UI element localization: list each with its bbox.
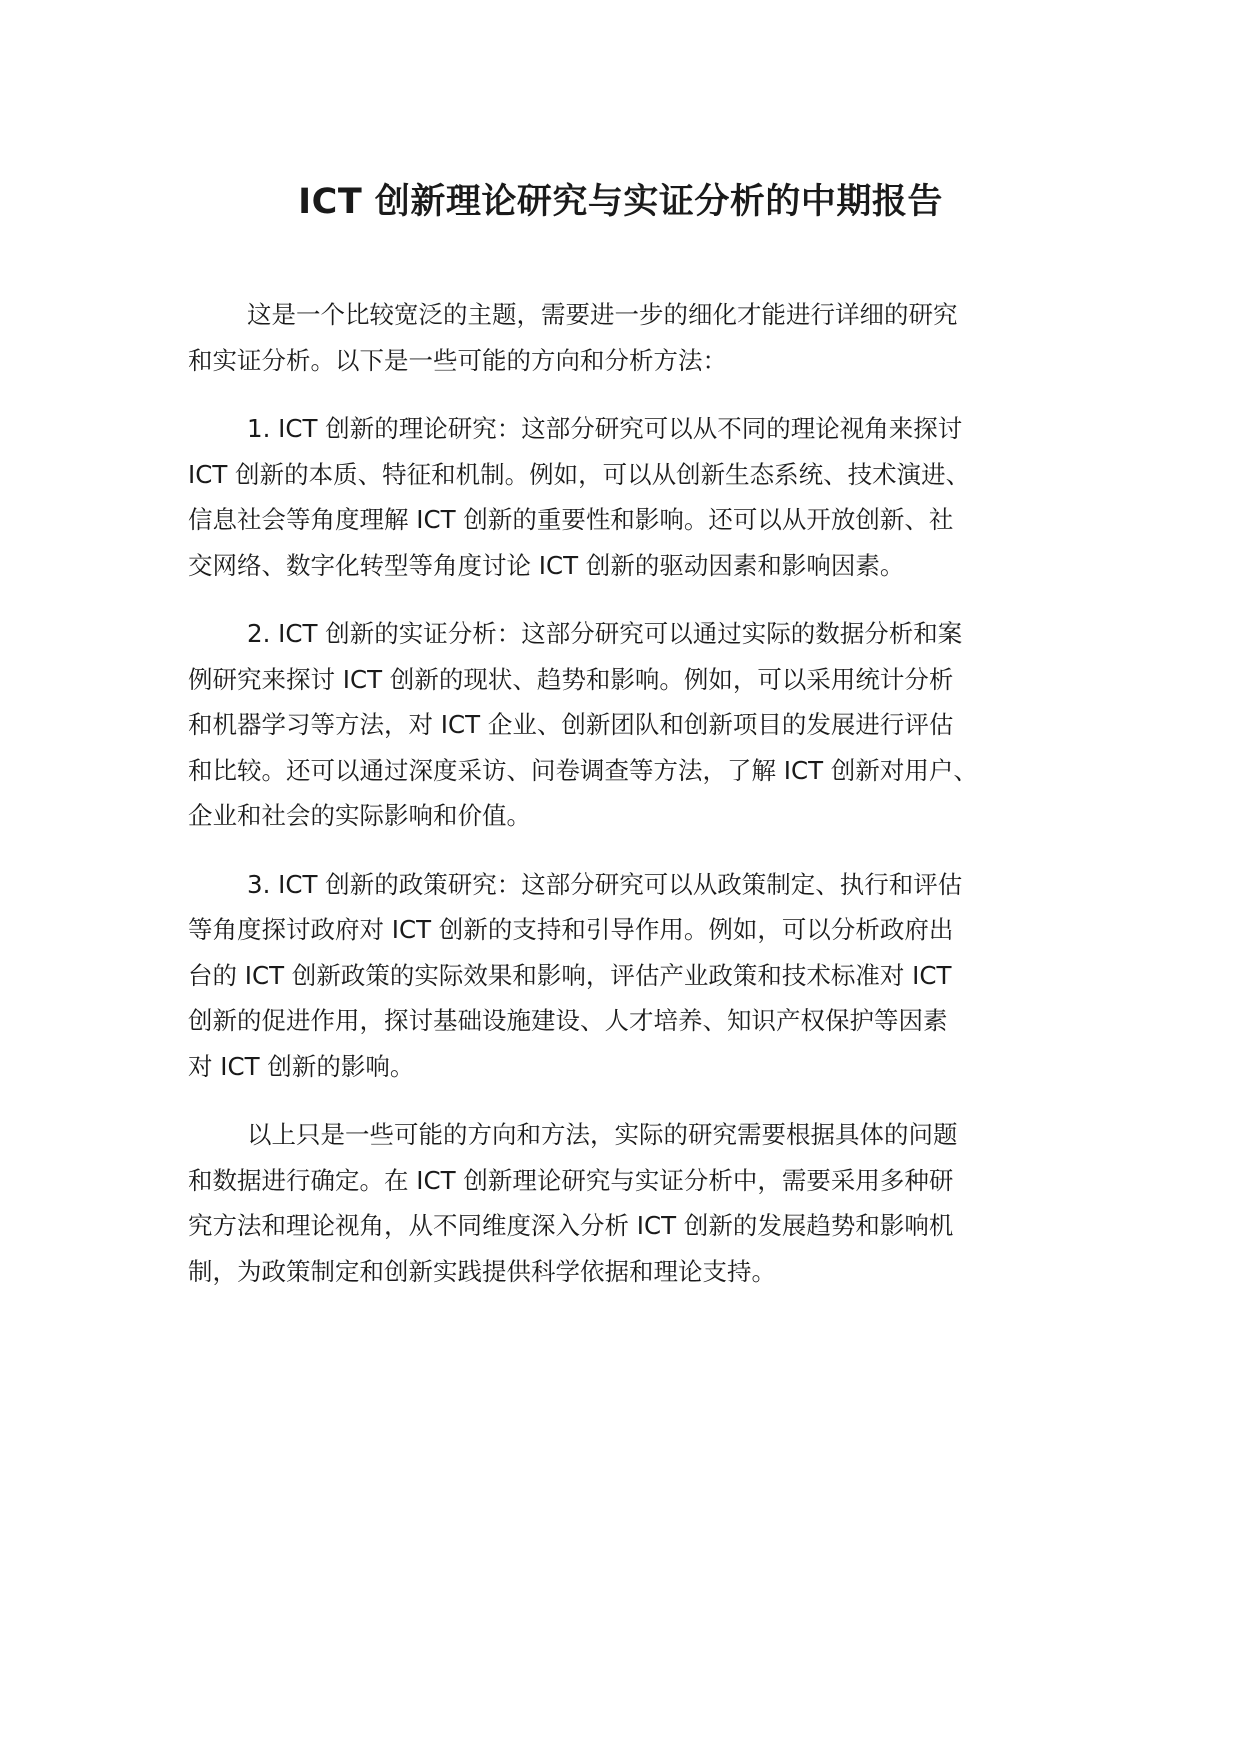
text-line: 和数据进行确定。在 ICT 创新理论研究与实证分析中，需要采用多种研 (188, 1165, 954, 1195)
text-line: 以上只是一些可能的方向和方法，实际的研究需要根据具体的问题 (247, 1120, 958, 1149)
text-line: 创新的促进作用，探讨基础设施建设、人才培养、知识产权保护等因素 (188, 1006, 948, 1035)
text-line: 台的 ICT 创新政策的实际效果和影响，评估产业政策和技术标准对 ICT (188, 960, 952, 990)
paragraph-theory-research (188, 406, 1073, 588)
text-line: 对 ICT 创新的影响。 (188, 1051, 415, 1081)
text-line: 交网络、数字化转型等角度讨论 ICT 创新的驱动因素和影响因素。 (188, 550, 905, 580)
text-line: ICT 创新的本质、特征和机制。例如，可以从创新生态系统、技术演进、 (188, 459, 971, 489)
text-line: 例研究来探讨 ICT 创新的现状、趋势和影响。例如，可以采用统计分析 (188, 664, 954, 694)
text-line: 3. ICT 创新的政策研究：这部分研究可以从政策制定、执行和评估 (247, 869, 963, 899)
text-line: 制，为政策制定和创新实践提供科学依据和理论支持。 (188, 1256, 776, 1286)
text-line: 这是一个比较宽泛的主题，需要进一步的细化才能进行详细的研究 (247, 300, 958, 329)
document-title: ICT 创新理论研究与实证分析的中期报告 (298, 182, 943, 222)
paragraph-conclusion (188, 1112, 1073, 1294)
text-line: 企业和社会的实际影响和价值。 (188, 801, 531, 830)
text-line: 1. ICT 创新的理论研究：这部分研究可以从不同的理论视角来探讨 (247, 414, 963, 443)
text-line: 和机器学习等方法，对 ICT 企业、创新团队和创新项目的发展进行评估 (188, 710, 954, 739)
document-body (188, 292, 1073, 1317)
text-line: 和实证分析。以下是一些可能的方向和分析方法： (188, 345, 727, 375)
text-line: 2. ICT 创新的实证分析：这部分研究可以通过实际的数据分析和案 (247, 619, 963, 648)
paragraph-policy-research (188, 862, 1073, 1090)
text-line: 究方法和理论视角，从不同维度深入分析 ICT 创新的发展趋势和影响机 (188, 1211, 954, 1240)
text-line: 信息社会等角度理解 ICT 创新的重要性和影响。还可以从开放创新、社 (188, 505, 954, 534)
paragraph-empirical-analysis (188, 611, 1073, 839)
text-line: 等角度探讨政府对 ICT 创新的支持和引导作用。例如，可以分析政府出 (188, 915, 954, 944)
paragraph-intro (188, 292, 1073, 383)
text-line: 和比较。还可以通过深度采访、问卷调查等方法，了解 ICT 创新对用户、 (188, 755, 978, 785)
